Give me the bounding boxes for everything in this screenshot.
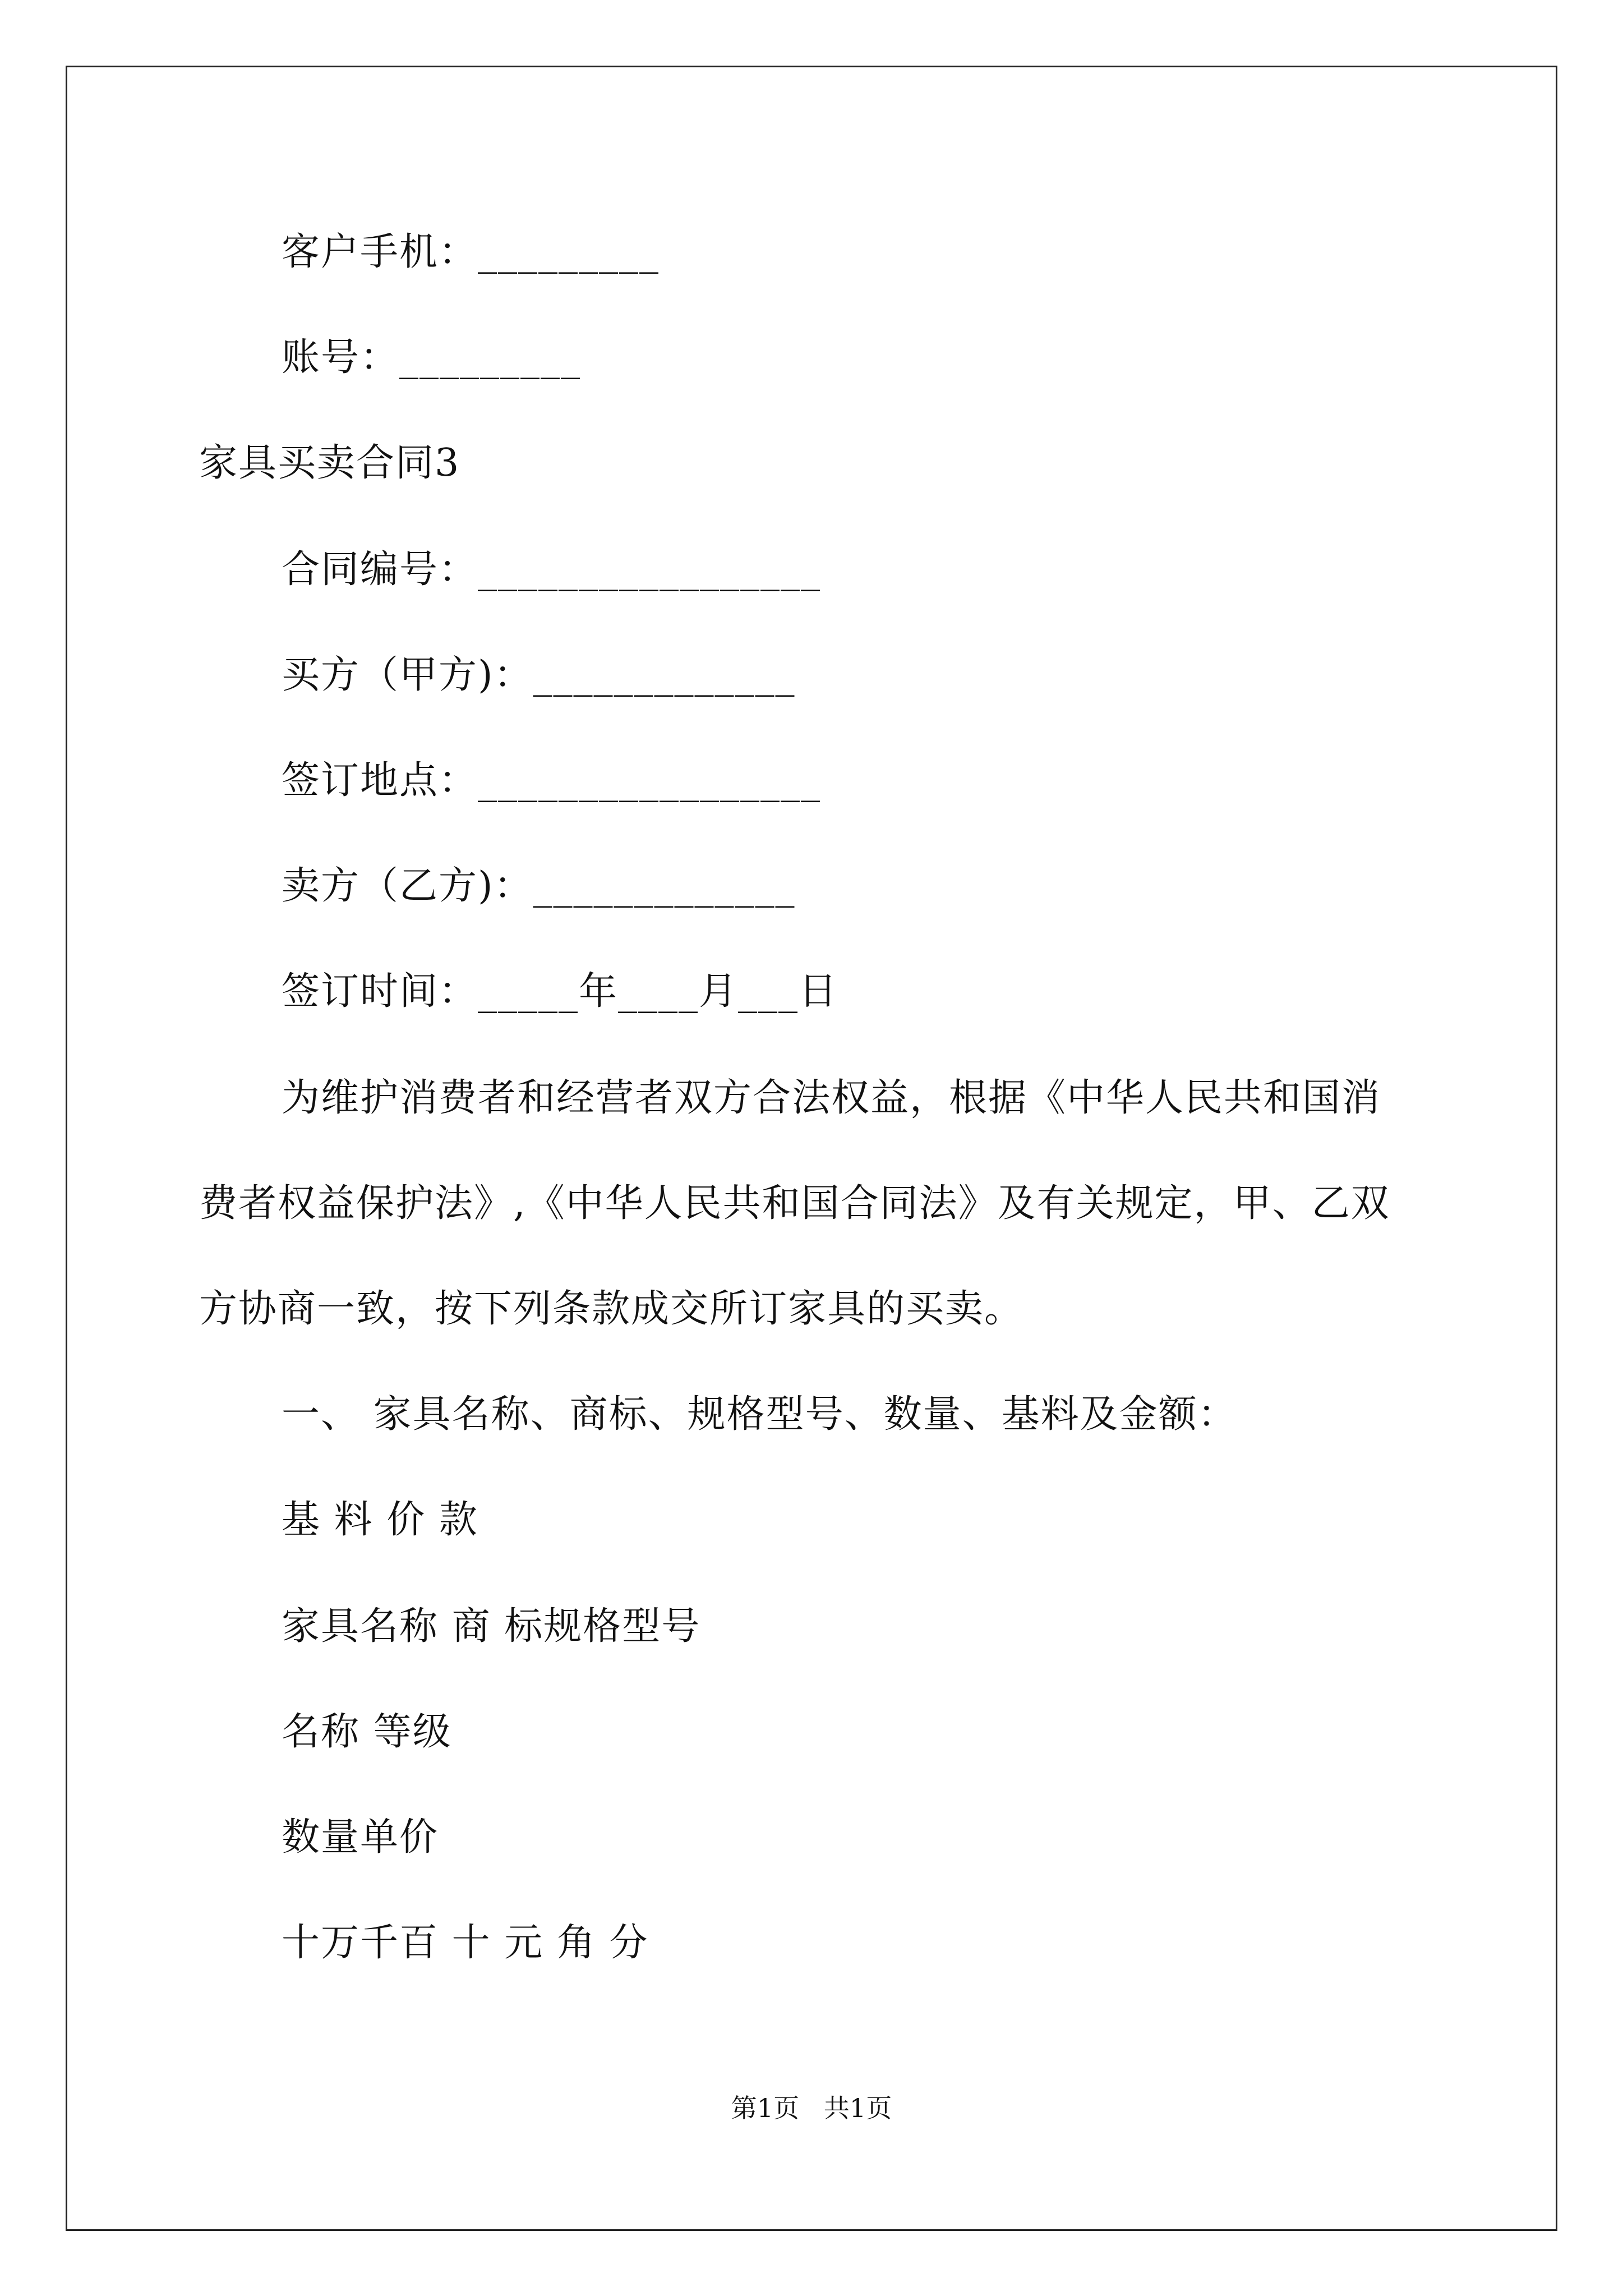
preamble-line-2: 费者权益保护法》,《中华人民共和国合同法》及有关规定，甲、乙双 bbox=[199, 1181, 1390, 1226]
customer-phone-line: 客户手机：_________ bbox=[282, 230, 660, 274]
table-header-name-brand-model: 家具名称 商 标规格型号 bbox=[282, 1604, 701, 1649]
signing-place-line: 签订地点：_________________ bbox=[282, 758, 822, 803]
preamble-line-3: 方协商一致，按下列条款成交所订家具的买卖。 bbox=[199, 1287, 1024, 1331]
preamble-line-1: 为维护消费者和经营者双方合法权益，根据《中华人民共和国消 bbox=[282, 1076, 1381, 1120]
table-header-base-material-price: 基 料 价 款 bbox=[282, 1498, 478, 1542]
account-number-line: 账号：_________ bbox=[282, 335, 582, 380]
seller-line: 卖方（乙方)：_____________ bbox=[282, 864, 796, 908]
page-number-footer: 第1页 共1页 bbox=[731, 2093, 892, 2123]
buyer-line: 买方（甲方)：_____________ bbox=[282, 653, 796, 697]
section-one-heading: 一、 家具名称、商标、规格型号、数量、基料及金额： bbox=[282, 1392, 1237, 1437]
table-header-name-grade: 名称 等级 bbox=[282, 1710, 452, 1754]
contract-title: 家具买卖合同3 bbox=[199, 441, 460, 485]
table-header-quantity-unit-price: 数量单价 bbox=[282, 1815, 439, 1860]
table-header-amount-units: 十万千百 十 元 角 分 bbox=[282, 1921, 649, 1965]
signing-date-line: 签订时间：_____年____月___日 bbox=[282, 969, 838, 1014]
page-frame bbox=[66, 66, 1557, 2231]
contract-number-line: 合同编号：_________________ bbox=[282, 547, 822, 592]
